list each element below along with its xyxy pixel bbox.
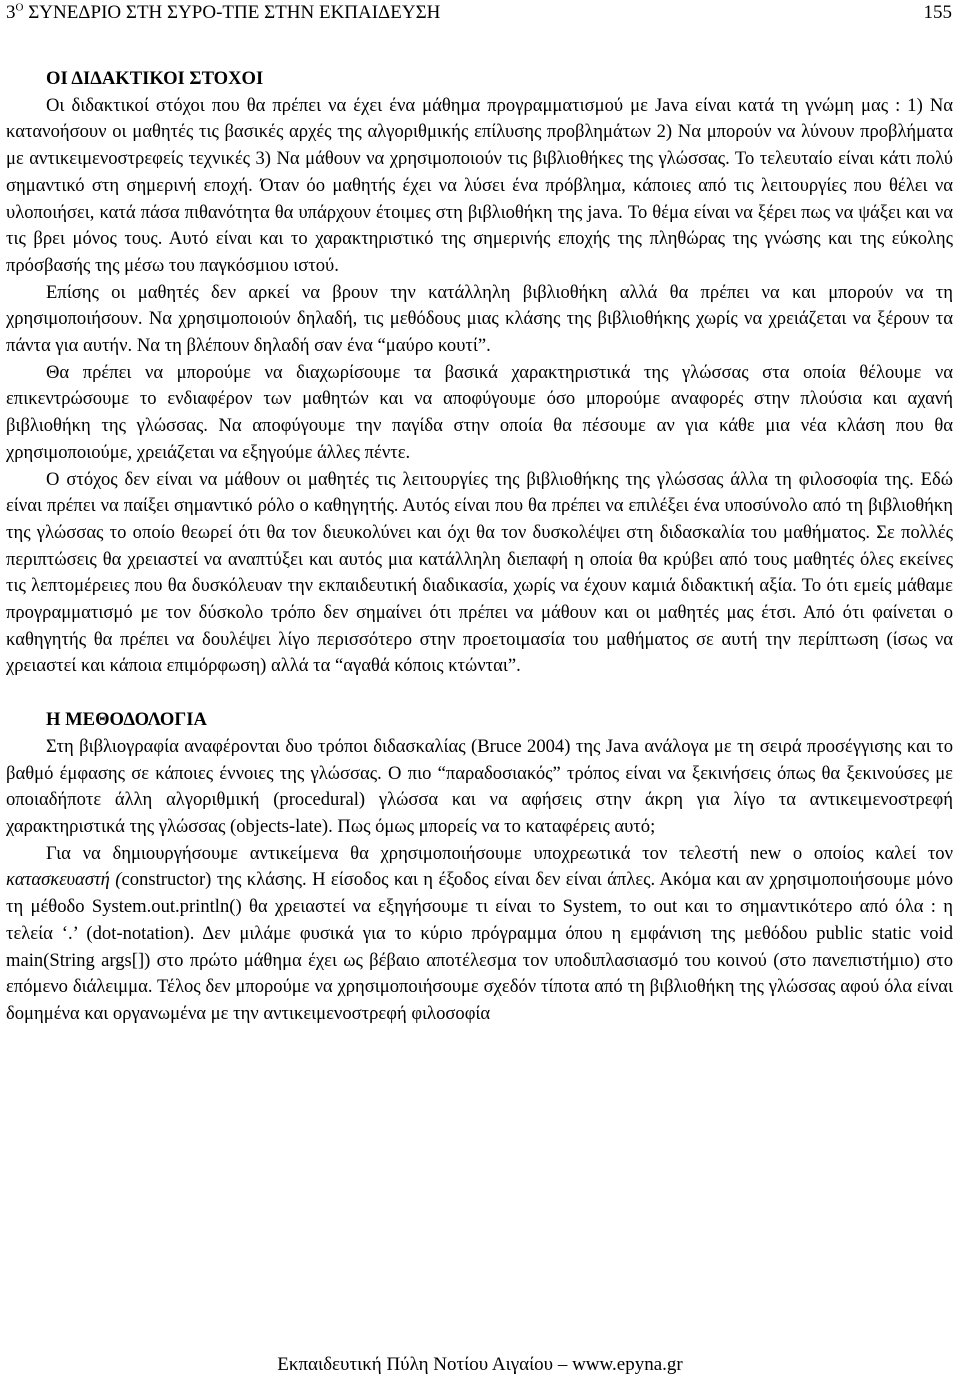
paragraph: Θα πρέπει να μπορούμε να διαχωρίσουμε τα βασικά χαρακτηριστικά της γλώσσας στα οποία θέλουμε να επικεντρώσουμε το ενδιαφέρον των μαθητών και να αποφύγουμε όσο μπορούμε αναφορές στην πλούσια και αχανή βιβλιοθήκη της γλώσσας. Να αποφύγουμε την παγίδα στην οποία θα πέσουμε αν για κάθε μια νέα κλάση που θα χρησιμοποιούμε, χρειάζεται να εξηγούμε άλλες πέντε.: [6, 361, 953, 463]
italic-term: κατασκευαστή (: [6, 869, 122, 891]
paragraph-text: Για να δημιουργήσουμε αντικείμενα θα χρησιμοποιήσουμε υποχρεωτικά τον τελεστή new ο οποίος καλεί τον: [46, 842, 953, 864]
paragraph: Ο στόχος δεν είναι να μάθουν οι μαθητές τις λειτουργίες της βιβλιοθήκης της γλώσσας άλλα τη φιλοσοφία της. Εδώ είναι πρέπει να παίξει σημαντικό ρόλο ο καθηγητής. Αυτός είναι που θα πρέπει να επιλέξει ένα υποσύνολο από τη βιβλιοθήκη της γλώσσας το οποίο θεωρεί ότι θα τον διευκολύνει και όχι θα τον δυσκολέψει στη διδασκαλία του μαθήματος. Σε πολλές περιπτώσεις θα χρειαστεί να αναπτύξει και αυτός μια κατάλληλη διεπαφή η οποία θα κρύβει από τους μαθητές όλες εκείνες τις λεπτομέρειες που θα δυσκόλευαν την εκπαιδευτική διαδικασία, χωρίς να έχουν καμιά διδακτική αξία. Το ότι εμείς μάθαμε προγραμματισμό με τον δύσκολο τρόπο δεν σημαίνει ότι πρέπει να μάθουν και οι μαθητές μας έτσι. Από ότι φαίνεται ο καθηγητής θα πρέπει να δουλέψει λίγο περισσότερο στην προετοιμασία του μαθήματος σε αυτή την περίπτωση (ίσως να χρειαστεί και κάποια επιμόρφωση) αλλά τα “αγαθά κόποις κτώνται”.: [6, 468, 953, 677]
page-footer: Εκπαιδευτική Πύλη Νοτίου Αιγαίου – www.epyna.gr: [277, 1354, 683, 1375]
paragraph: Στη βιβλιογραφία αναφέρονται δυο τρόποι διδασκαλίας (Bruce 2004) της Java ανάλογα με τη σειρά προσέγγισης και το βαθμό έμφασης σε κάποιες έννοιες της γλώσσας. Ο πιο “παραδοσιακός” τρόπος είναι να ξεκινήσεις όπως θα ξεκινούσες με οποιαδήποτε άλλη αλγοριθμική (procedural) γλώσσα και να αφήσεις στην άκρη για λίγο τα αντικειμενοστρεφή χαρακτηριστικά της γλώσσας (objects-late). Πως όμως μπορείς να το καταφέρεις αυτό;: [6, 735, 953, 837]
section-spacer: [6, 680, 953, 707]
main-content: [6, 66, 953, 1028]
section-heading-methodology: Η ΜΕΘΟΔΟΛΟΓΙΑ: [46, 709, 207, 731]
section-heading-didactic-goals: ΟΙ ΔΙΔΑΚΤΙΚΟΙ ΣΤΟΧΟΙ: [46, 68, 264, 89]
conference-ordinal-sup: Ο: [15, 1, 24, 14]
conference-ordinal: 3: [6, 2, 16, 23]
paragraph: Οι διδακτικοί στόχοι που θα πρέπει να έχει ένα μάθημα προγραμματισμού με Java είναι κατά τη γνώμη μας : 1) Να κατανοήσουν οι μαθητές τις βασικές αρχές της αλγοριθμικής επίλυσης προβλημάτων 2) Να μπορούν να λύνουν προβλήματα με αντικειμενοστρεφείς τεχνικές 3) Να μάθουν να χρησιμοποιούν τις βιβλιοθήκες της γλώσσας. Το τελευταίο είναι κάτι πολύ σημαντικό στη σημερινή εποχή. Όταν όο μαθητής έχει να λύσει ένα πρόβλημα, κάποιες από τις λειτουργίες που θέλει να υλοποιήσει, κατά πάσα πιθανότητα θα υπάρχουν έτοιμες στη βιβλιοθήκη της java. Το θέμα είναι να ξέρει πως να ψάξει και να τις βρει μόνος τους. Αυτό είναι και το χαρακτηριστικό της σημερινής εποχής της πληθώρας της γνώσης και της εύκολης πρόσβασής της μέσω του παγκόσμιου ιστού.: [6, 94, 953, 276]
page-header: [6, 2, 952, 28]
page-number: 155: [923, 2, 952, 23]
paragraph: Επίσης οι μαθητές δεν αρκεί να βρουν την κατάλληλη βιβλιοθήκη αλλά θα πρέπει να και μπορούν να τη χρησιμοποιήσουν. Να χρησιμοποιούν δηλαδή, τις μεθόδους μιας κλάσης της βιβλιοθήκης χωρίς να χρειάζεται να ξέρουν τα πάντα για αυτήν. Να τη βλέπουν δηλαδή σαν ένα “μαύρο κουτί”.: [6, 281, 953, 357]
paragraph: [6, 841, 953, 1028]
conference-name: ΣΥΝΕΔΡΙΟ ΣΤΗ ΣΥΡΟ-ΤΠΕ ΣΤΗΝ ΕΚΠΑΙΔΕΥΣΗ: [28, 2, 441, 23]
paragraph-text: constructor) της κλάσης. Η είσοδος και η έξοδος είναι δεν είναι άπλες. Ακόμα και αν χρησιμοποιήσουμε μόνο τη μέθοδο System.out.println() θα χρειαστεί να εξηγήσουμε τι είναι το System, το out και το σημαντικότερο από όλα : η τελεία ‘.’ (dot-notation). Δεν μιλάμε φυσικά για το κύριο πρόγραμμα όπου η εμφάνιση της μεθόδου public static void main(String args[]) στο πρώτο μάθημα έχει ως βέβαιο αποτέλεσμα τον υποδιπλασιασμό του κοινού (στο πανεπιστήμιο) στο επόμενο διάλειμμα. Τέλος δεν μπορούμε να χρησιμοποιήσουμε σχεδόν τίποτα από τη βιβλιοθήκη της γλώσσας αφού όλα είναι δομημένα και οργανωμένα με την αντικειμενοστρεφή φιλοσοφία: [6, 869, 953, 1024]
conference-title: [6, 2, 440, 24]
